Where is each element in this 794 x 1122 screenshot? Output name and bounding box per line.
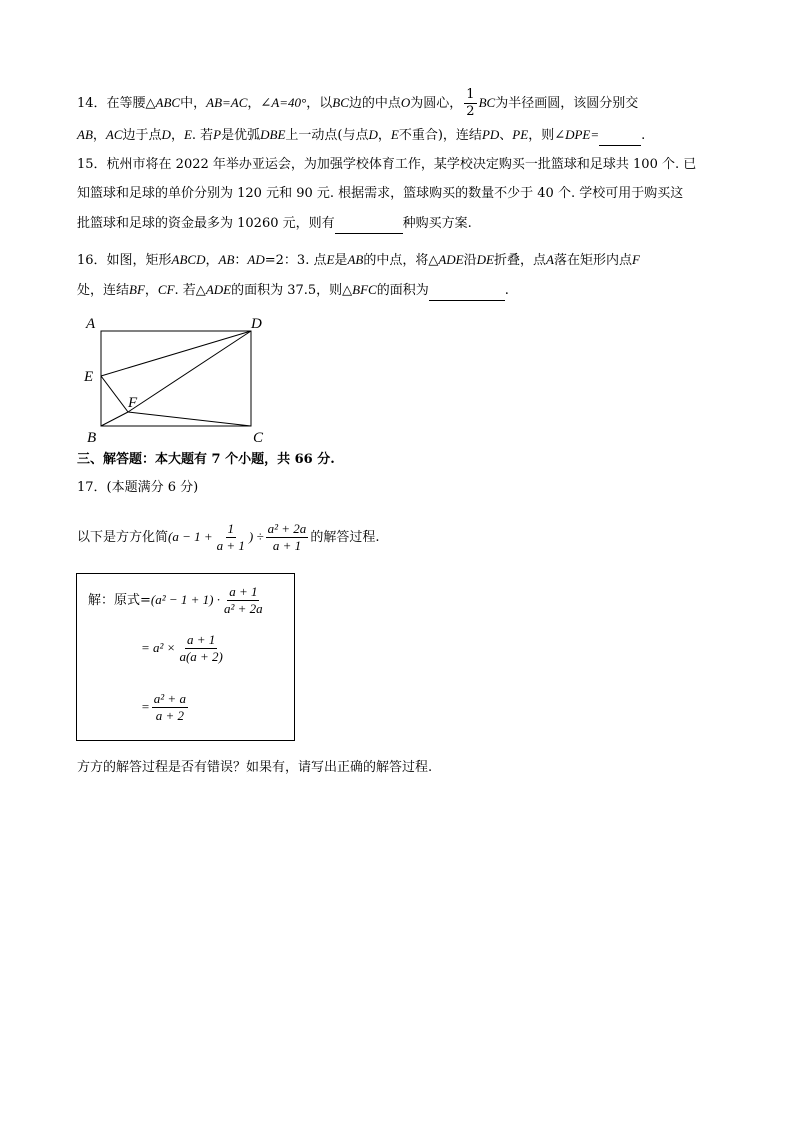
segment-fc <box>128 412 251 426</box>
q16-line2: 处，连结BF，CF. 若△ADE的面积为 37.5，则△BFC的面积为 . <box>77 280 509 301</box>
q14-line2: AB，AC边于点D，E. 若P是优弧DBE上一动点(与点D，E不重合)，连结PD、PE，则∠DPE= . <box>77 125 645 146</box>
solution-step-3: = $\frac{\text{a² + a}}{a + 2}$ <box>141 691 186 723</box>
label-f: F <box>128 395 138 411</box>
fraction-1-over-a-plus-1: $\frac{1}{a + 1}$ <box>216 521 245 553</box>
q17-intro: 以下是方方化简(a − 1 + $\frac{1}{a + 1}$ ) ÷ $\frac{\text{a² + 2a}}{a + 1}$ 的解答过程. <box>77 521 380 553</box>
segment-ed <box>101 331 251 376</box>
answer-blank-15[interactable] <box>335 219 403 234</box>
q17-title: 17．(本题满分 6 分) <box>77 480 199 495</box>
rectangle-fold-figure <box>78 310 278 450</box>
solution-fraction-2: $\frac{a + 1}{a(a + 2)}$ <box>179 632 223 664</box>
answer-blank-16[interactable] <box>429 286 505 301</box>
segment-ef <box>101 376 128 412</box>
fraction-a2-plus-2a-over-a-plus-1: $\frac{\text{a² + 2a}}{a + 1}$ <box>267 521 307 553</box>
solution-step-2: = a² × $\frac{a + 1}{a(a + 2)}$ <box>141 632 223 664</box>
q15-line2: 知篮球和足球的单价分别为 120 元和 90 元. 根据需求，篮球购买的数量不少于 40 个. 学校可用于购买这 <box>77 186 684 201</box>
q15-line3: 批篮球和足球的资金最多为 10260 元，则有 种购买方案. <box>77 214 472 234</box>
q17-question: 方方的解答过程是否有错误？如果有，请写出正确的解答过程. <box>77 760 433 775</box>
segment-fd <box>128 331 251 412</box>
solution-step-1: 解：原式=(a² − 1 + 1) · $\frac{a + 1}{\text{a² + 2a}}$ <box>88 584 263 616</box>
half-fraction: $\frac{1}{2}$ <box>466 87 475 119</box>
solution-fraction-1: $\frac{a + 1}{\text{a² + 2a}}$ <box>224 584 263 616</box>
section-3-heading: 三、解答题：本大题有 7 个小题，共 66 分. <box>77 452 335 467</box>
solution-box <box>76 573 295 741</box>
solution-fraction-3: $\frac{\text{a² + a}}{a + 2}$ <box>153 691 186 723</box>
label-b: B <box>87 430 97 446</box>
q15-line1: 15．杭州市将在 2022 年举办亚运会，为加强学校体育工作，某学校决定购买一批篮球和足球共 100 个. 已 <box>77 157 697 172</box>
segment-bf <box>101 412 128 426</box>
q14-line1: 14．在等腰△ABC中，AB=AC，∠A=40°，以BC边的中点O为圆心， $\frac{1}{2}$ BC为半径画圆，该圆分别交 <box>77 87 639 119</box>
label-a: A <box>86 316 96 332</box>
label-d: D <box>251 316 262 332</box>
label-e: E <box>84 369 94 385</box>
answer-blank-14[interactable] <box>599 131 641 146</box>
label-c: C <box>253 430 264 446</box>
q16-line1: 16．如图，矩形ABCD，AB：AD=2：3. 点E是AB的中点，将△ADE沿DE折叠，点A落在矩形内点F <box>77 252 640 268</box>
